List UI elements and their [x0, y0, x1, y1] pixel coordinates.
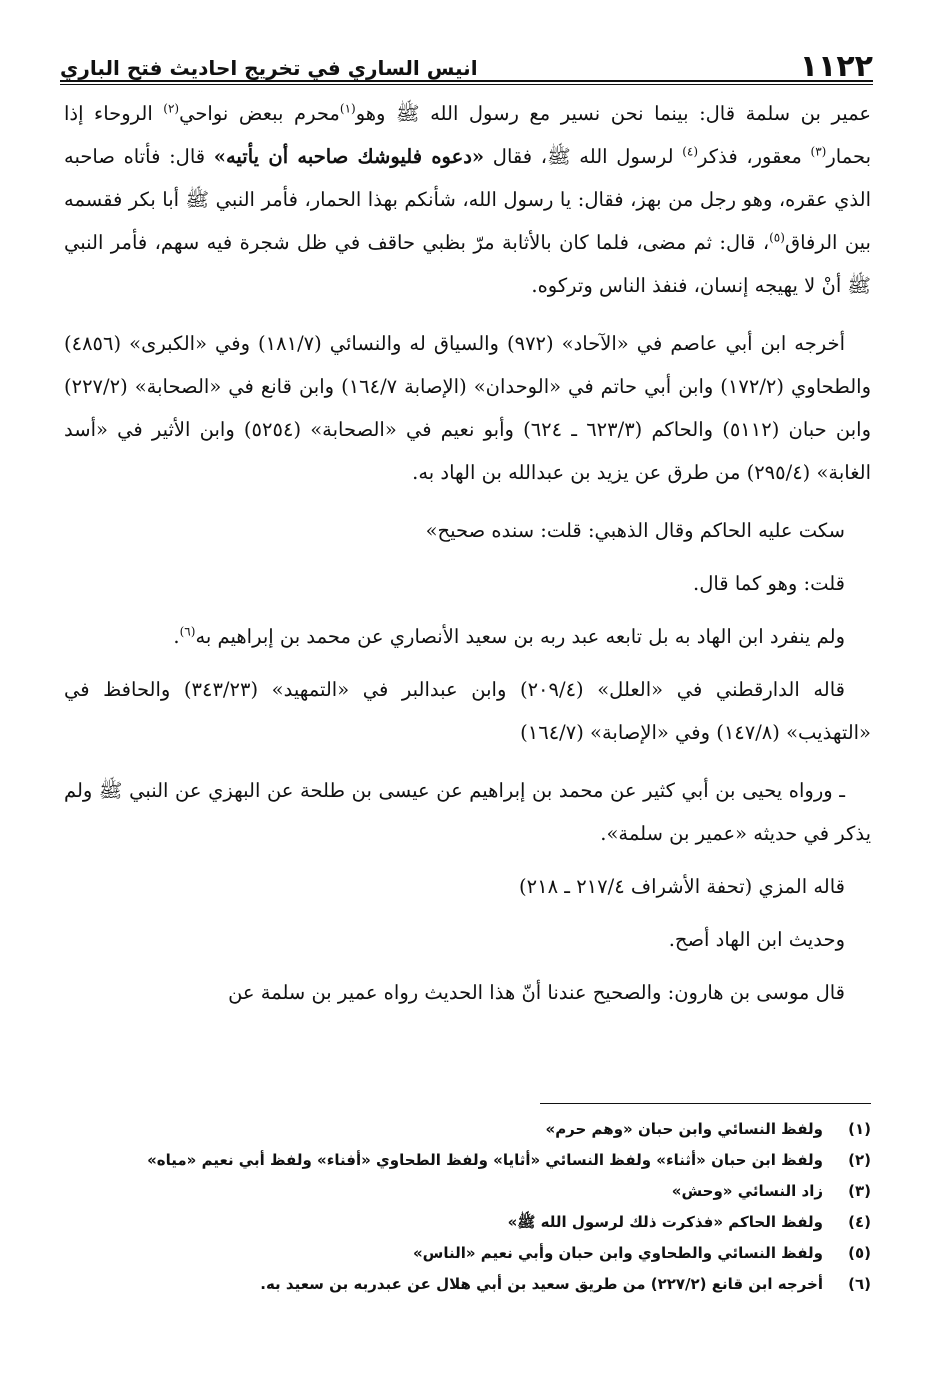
mutaba-end: .: [173, 625, 180, 648]
hadith-text: معقور، فذكر: [698, 145, 811, 168]
mutaba-paragraph: [64, 615, 871, 658]
footnote-ref: (١): [339, 101, 356, 116]
footnote-separator: [540, 1103, 871, 1104]
page-header: [60, 30, 873, 82]
takhrij-paragraph: أخرجه ابن أبي عاصم في «الآحاد» (٩٧٢) والسياق له والنسائي (١٨١/٧) وفي «الكبرى» (٤٨٥٦) والطحاوي (١٧٢/٢) وابن أبي حاتم في «الوحدان» (الإصابة ١٦٤/٧) وابن قانع في «الصحابة» (٢٢٧/٢) وابن حبان (٥١١٢) والحاكم (٦٢٣/٣ ـ ٦٢٤) وأبو نعيم في «الصحابة» (٥٢٥٤) وابن الأثير في «أسد الغابة» (٢٩٥/٤) من طرق عن يزيد بن عبدالله بن الهاد به.: [64, 332, 871, 484]
author-comment: قلت: وهو كما قال.: [693, 572, 845, 595]
footnote-item: [150, 1176, 871, 1207]
footnote-text: ولفظ النسائي والطحاوي وابن حبان وأبي نعيم «الناس»: [412, 1244, 823, 1262]
footnote-text: زاد النسائي «وحش»: [671, 1182, 823, 1200]
footnote-item: [150, 1207, 871, 1238]
footnote-number: (١): [848, 1120, 871, 1138]
footnote-text: أخرجه ابن قانع (٢٢٧/٢) من طريق سعيد بن أبي هلال عن عبدربه بن سعيد به.: [260, 1275, 823, 1293]
prophet-quote: «دعوه فليوشك صاحبه أن يأتيه»: [213, 145, 485, 168]
hakim-dhahabi-note: سكت عليه الحاكم وقال الذهبي: قلت: سنده صحيح»: [425, 519, 845, 542]
hadith-paragraph: [64, 92, 871, 307]
footnote-ref: (٥): [769, 230, 785, 245]
main-text: [64, 92, 871, 1024]
footnote-item: [150, 1269, 871, 1300]
mizzi-paragraph: قاله المزي (تحفة الأشراف ٢١٧/٤ ـ ٢١٨): [519, 875, 845, 898]
footnote-number: (٥): [848, 1244, 871, 1262]
footnote-number: (٢): [848, 1151, 871, 1169]
footnote-ref: (٣): [810, 144, 827, 159]
footnote-ref: (٦): [179, 624, 196, 639]
page-number: ١١٢٢: [799, 49, 873, 84]
daraqutni-paragraph: قاله الدارقطني في «العلل» (٢٠٩/٤) وابن عبدالبر في «التمهيد» (٣٤٣/٢٣) والحافظ في «التهذيب» (١٤٧/٨) وفي «الإصابة» (١٦٤/٧): [64, 678, 871, 744]
yahya-paragraph: ـ ورواه يحيى بن أبي كثير عن محمد بن إبراهيم عن عيسى بن طلحة عن البهزي عن النبي ﷺ ولم يذكر في حديثه «عمير بن سلمة».: [64, 779, 871, 845]
header-rule: [60, 80, 873, 82]
hadith-text: عمير بن سلمة قال: بينما نحن نسير مع رسول الله ﷺ وهو: [355, 102, 871, 125]
footnotes: [147, 1114, 871, 1300]
footnote-number: (٣): [848, 1182, 871, 1200]
header-rule-thin: [60, 84, 873, 85]
footnote-text: ولفظ ابن حبان «أثناء» ولفظ النسائي «أثايا» ولفظ الطحاوي «أفناء» ولفظ أبي نعيم «مياه»: [147, 1151, 823, 1169]
running-title: انيس الساري في تخريج احاديث فتح الباري: [60, 56, 478, 80]
footnote-number: (٤): [848, 1213, 871, 1231]
footnote-ref: (٤): [682, 144, 699, 159]
hadith-text: الروحاء إذا بحمار: [64, 102, 871, 168]
hadith-text: قال: فأتاه صاحبه الذي عقره، وهو رجل من بهز، فقال: يا رسول الله، شأنكم بهذا الحمار، فأمر النبي ﷺ أبا بكر فقسمه بين الرفاق: [64, 145, 871, 254]
footnote-ref: (٢): [163, 101, 180, 116]
footnote-text: ولفظ النسائي وابن حبان «وهم حرم»: [545, 1120, 823, 1138]
conclusion-paragraph: وحديث ابن الهاد أصح.: [668, 928, 845, 951]
footnote-item: [150, 1114, 871, 1145]
mutaba-text: ولم ينفرد ابن الهاد به بل تابعه عبد ربه بن سعيد الأنصاري عن محمد بن إبراهيم به: [195, 625, 845, 648]
hadith-text: ، قال: ثم مضى، فلما كان بالأثابة مرّ بظبي حاقف في ظل شجرة فيه سهم، فأمر النبي ﷺ أنْ لا يهيجه إنسان، فنفذ الناس وتركوه.: [64, 231, 871, 297]
footnote-number: (٦): [848, 1275, 871, 1293]
footnote-text: ولفظ الحاكم «فذكرت ذلك لرسول الله ﷺ»: [507, 1213, 823, 1231]
footnote-item: [150, 1238, 871, 1269]
musa-paragraph: قال موسى بن هارون: والصحيح عندنا أنّ هذا الحديث رواه عمير بن سلمة عن: [228, 981, 845, 1004]
footnote-item: [147, 1145, 871, 1176]
hadith-text: لرسول الله ﷺ، فقال: [484, 145, 683, 168]
hadith-text: محرم ببعض نواحي: [179, 102, 340, 125]
